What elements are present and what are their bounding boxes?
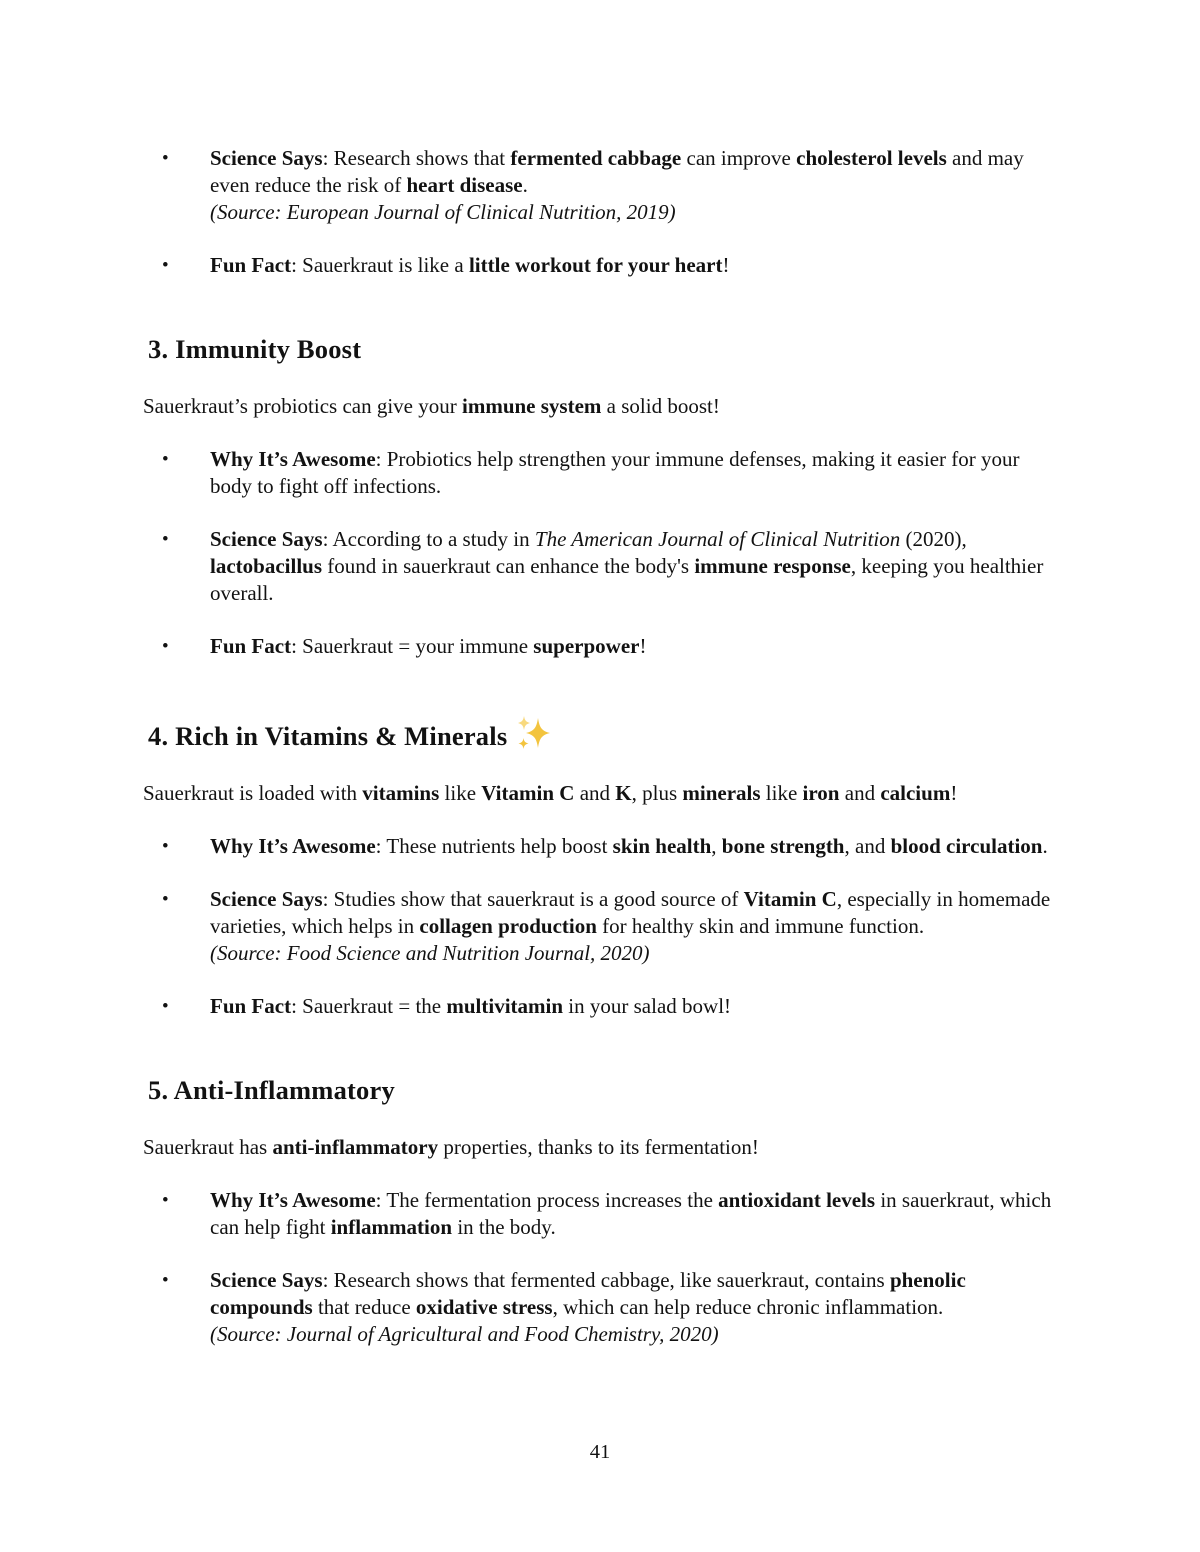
- list-item-text: Science Says: According to a study in The American Journal of Clinical Nutrition (2020), lactobacillus found in sauerkraut can enhance the body's immune response, keeping you healthier overall.: [210, 527, 1044, 605]
- sparkles-icon: [517, 714, 551, 752]
- list-item: [143, 833, 1060, 860]
- bullet-icon: •: [162, 1270, 169, 1291]
- list-item: [143, 886, 1060, 967]
- bullet-icon: •: [162, 255, 169, 276]
- section-heading-vitamins-minerals: [148, 714, 1060, 752]
- anti-inflammatory-benefits-list: [143, 1187, 1060, 1348]
- bullet-icon: •: [162, 889, 169, 910]
- list-item-text: Why It’s Awesome: Probiotics help strengthen your immune defenses, making it easier for your body to fight off infections.: [210, 447, 1020, 498]
- list-item-text: Fun Fact: Sauerkraut = the multivitamin in your salad bowl!: [210, 994, 732, 1018]
- vitamins-benefits-list: [143, 833, 1060, 1020]
- section-heading-text: 5. Anti-Inflammatory: [148, 1075, 395, 1105]
- bullet-icon: •: [162, 1190, 169, 1211]
- list-item-text: Fun Fact: Sauerkraut = your immune superpower!: [210, 634, 647, 658]
- bullet-icon: •: [162, 148, 169, 169]
- list-item-text: Fun Fact: Sauerkraut is like a little workout for your heart!: [210, 253, 730, 277]
- bullet-icon: •: [162, 836, 169, 857]
- section-heading-immunity-boost: [148, 333, 1060, 365]
- list-item: [143, 446, 1060, 500]
- section-intro-immunity: Sauerkraut’s probiotics can give your immune system a solid boost!: [143, 394, 720, 418]
- list-item-text: Science Says: Research shows that fermented cabbage, like sauerkraut, contains phenolic compounds that reduce oxidative stress, which can help reduce chronic inflammation. (Source: Journal of Agricultural and Food Chemistry, 2020): [210, 1268, 966, 1346]
- page-number: 41: [589, 1441, 611, 1463]
- list-item: [143, 1187, 1060, 1241]
- section-intro-vitamins: Sauerkraut is loaded with vitamins like Vitamin C and K, plus minerals like iron and calcium!: [143, 781, 958, 805]
- bullet-icon: •: [162, 449, 169, 470]
- section-heading-text: 3. Immunity Boost: [148, 334, 362, 364]
- list-item-text: Why It’s Awesome: The fermentation process increases the antioxidant levels in sauerkraut, which can help fight inflammation in the body.: [210, 1188, 1052, 1239]
- list-item: [143, 145, 1060, 226]
- page-content: [143, 145, 1060, 1348]
- section-heading-text: 4. Rich in Vitamins & Minerals: [148, 721, 508, 751]
- bullet-icon: •: [162, 529, 169, 550]
- list-item: [143, 633, 1060, 660]
- list-item: [143, 993, 1060, 1020]
- bullet-icon: •: [162, 996, 169, 1017]
- immunity-benefits-list: [143, 446, 1060, 660]
- list-item: [143, 526, 1060, 607]
- section-heading-anti-inflammatory: [148, 1074, 1060, 1106]
- list-item-text: Why It’s Awesome: These nutrients help boost skin health, bone strength, and blood circulation.: [210, 834, 1048, 858]
- section-intro-anti-inflammatory: Sauerkraut has anti-inflammatory properties, thanks to its fermentation!: [143, 1135, 759, 1159]
- bullet-icon: •: [162, 636, 169, 657]
- list-item: [143, 1267, 1060, 1348]
- list-item: [143, 252, 1060, 279]
- heart-health-list: [143, 145, 1060, 279]
- list-item-text: Science Says: Studies show that sauerkraut is a good source of Vitamin C, especially in homemade varieties, which helps in collagen production for healthy skin and immune function. (Source: Food Science and Nutrition Journal, 2020): [210, 887, 1051, 965]
- list-item-text: Science Says: Research shows that fermented cabbage can improve cholesterol levels and may even reduce the risk of heart disease. (Source: European Journal of Clinical Nutrition, 2019): [210, 146, 1024, 224]
